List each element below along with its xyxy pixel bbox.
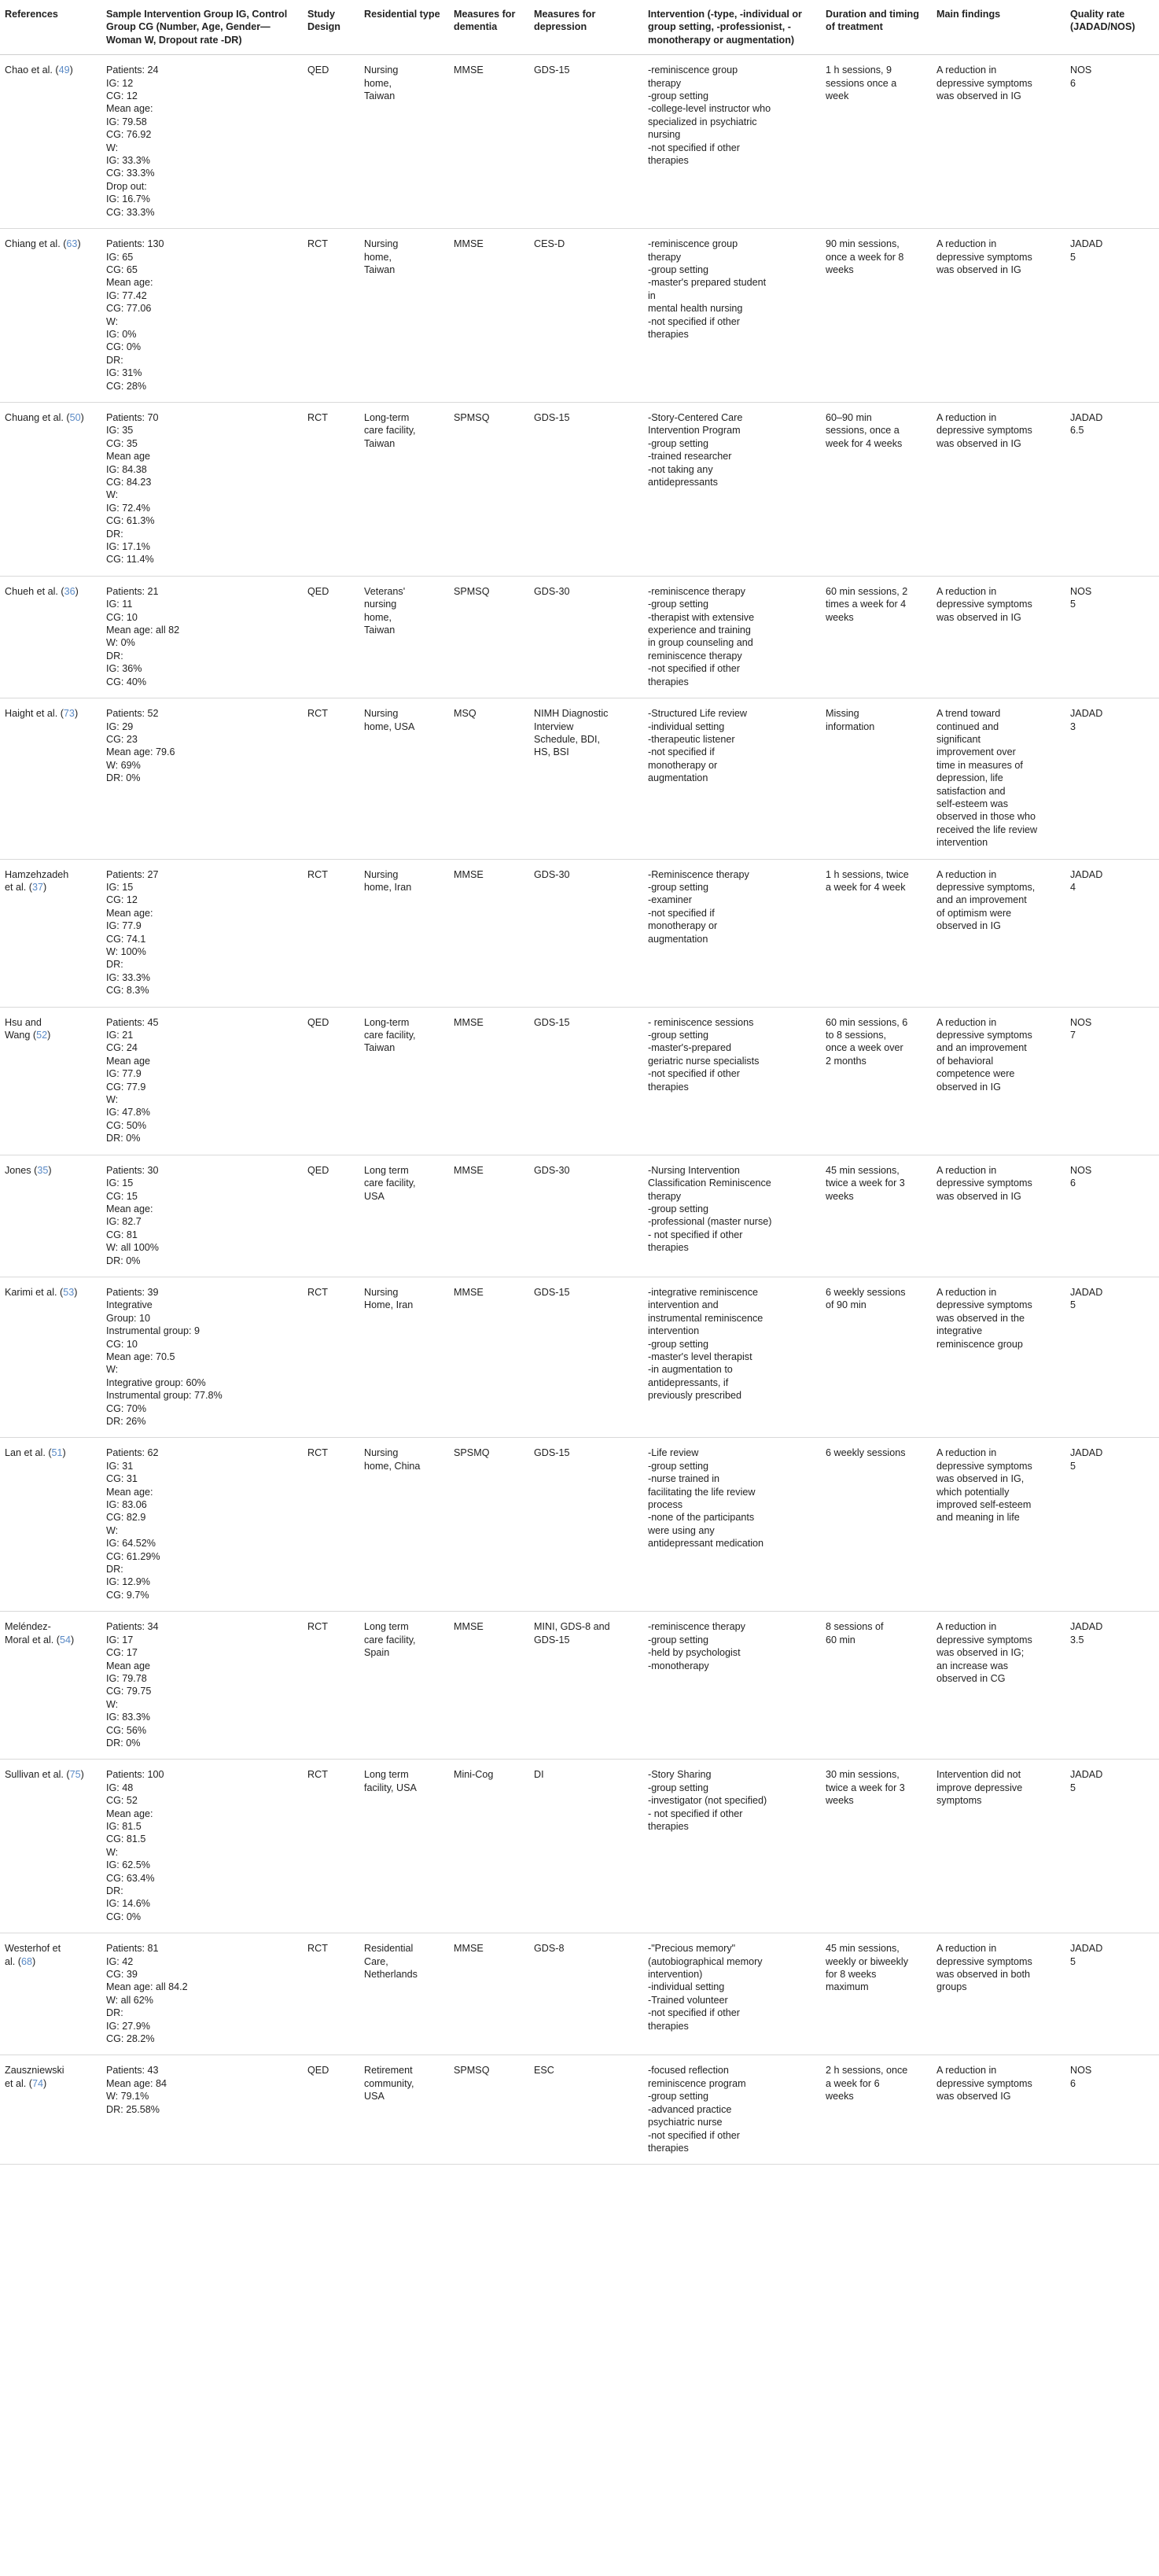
reference-text: Zauszniewski — [5, 2065, 64, 2077]
reference-cell — [0, 576, 101, 698]
depression-measure-cell: GDS-8 — [529, 1933, 643, 2055]
main-findings-cell: A reduction in depressive symptoms was observed in IG, which potentially improved self-esteem and meaning in life — [932, 1438, 1065, 1612]
reference-text: Wang (52) — [5, 1030, 51, 1041]
main-findings-cell: A reduction in depressive symptoms was observed in both groups — [932, 1933, 1065, 2055]
residential-type-cell: Long term care facility, Spain — [359, 1612, 449, 1760]
main-findings-cell: A reduction in depressive symptoms was observed IG — [932, 2055, 1065, 2165]
main-findings-cell: A reduction in depressive symptoms was observed in IG — [932, 1155, 1065, 1277]
quality-rate-cell: NOS 6 — [1065, 2055, 1159, 2165]
citation-link[interactable]: 35 — [37, 1164, 49, 1176]
intervention-cell: -reminiscence group therapy -group setting -college-level instructor who specialized in psychiatric nursing -not specified if other therapies — [643, 55, 821, 229]
residential-type-cell: Veterans' nursing home, Taiwan — [359, 576, 449, 698]
quality-rate-cell: JADAD 6.5 — [1065, 402, 1159, 576]
dementia-measure-cell: Mini-Cog — [449, 1760, 529, 1933]
depression-measure-cell: GDS-15 — [529, 1007, 643, 1155]
reference-text: Chiang et al. (63) — [5, 238, 81, 250]
intervention-cell: -reminiscence therapy -group setting -held by psychologist -monotherapy — [643, 1612, 821, 1760]
table-row — [0, 1155, 1159, 1277]
reference-text: Westerhof et — [5, 1943, 61, 1955]
quality-rate-cell: JADAD 5 — [1065, 1277, 1159, 1437]
residential-type-cell: Long-term care facility, Taiwan — [359, 402, 449, 576]
table-row — [0, 576, 1159, 698]
quality-rate-cell: NOS 7 — [1065, 1007, 1159, 1155]
table-row — [0, 1760, 1159, 1933]
reference-cell — [0, 1277, 101, 1437]
reference-text: Hsu and — [5, 1016, 42, 1028]
quality-rate-cell: JADAD 5 — [1065, 1760, 1159, 1933]
depression-measure-cell: GDS-15 — [529, 1277, 643, 1437]
col-measures-depression-header: Measures for depression — [529, 0, 643, 55]
reference-cell — [0, 1760, 101, 1933]
reference-text: Chao et al. (49) — [5, 64, 73, 76]
table-row — [0, 1007, 1159, 1155]
intervention-cell: -integrative reminiscence intervention and instrumental reminiscence intervention -group setting -master's level therapist -in augmentation to antidepressants, if previously prescribed — [643, 1277, 821, 1437]
intervention-cell: -Structured Life review -individual setting -therapeutic listener -not specified if monotherapy or augmentation — [643, 698, 821, 859]
study-design-cell: RCT — [303, 1277, 359, 1437]
study-design-cell: RCT — [303, 698, 359, 859]
sample-cell: Patients: 27 IG: 15 CG: 12 Mean age: IG: 77.9 CG: 74.1 W: 100% DR: IG: 33.3% CG: 8.3% — [101, 859, 303, 1007]
duration-cell: 8 sessions of 60 min — [821, 1612, 932, 1760]
reference-cell — [0, 1612, 101, 1760]
col-intervention-header: Intervention (-type, -individual or group setting, -professionist, -monotherapy or augmentation) — [643, 0, 821, 55]
depression-measure-cell: GDS-30 — [529, 576, 643, 698]
study-design-cell: QED — [303, 1007, 359, 1155]
duration-cell: 90 min sessions, once a week for 8 weeks — [821, 229, 932, 403]
sample-cell: Patients: 130 IG: 65 CG: 65 Mean age: IG: 77.42 CG: 77.06 W: IG: 0% CG: 0% DR: IG: 31% CG: 28% — [101, 229, 303, 403]
citation-link[interactable]: 73 — [63, 708, 75, 720]
sample-cell: Patients: 45 IG: 21 CG: 24 Mean age IG: 77.9 CG: 77.9 W: IG: 47.8% CG: 50% DR: 0% — [101, 1007, 303, 1155]
table-row — [0, 55, 1159, 229]
citation-link[interactable]: 68 — [21, 1955, 33, 1967]
study-design-cell: QED — [303, 576, 359, 698]
dementia-measure-cell: MMSE — [449, 1277, 529, 1437]
quality-rate-cell: JADAD 4 — [1065, 859, 1159, 1007]
citation-link[interactable]: 74 — [32, 2077, 44, 2089]
table-row — [0, 1933, 1159, 2055]
residential-type-cell: Long term care facility, USA — [359, 1155, 449, 1277]
main-findings-cell: Intervention did not improve depressive symptoms — [932, 1760, 1065, 1933]
reference-text: Karimi et al. (53) — [5, 1286, 78, 1298]
reference-text: et al. (37) — [5, 881, 47, 893]
sample-cell: Patients: 34 IG: 17 CG: 17 Mean age IG: 79.78 CG: 79.75 W: IG: 83.3% CG: 56% DR: 0% — [101, 1612, 303, 1760]
main-findings-cell: A reduction in depressive symptoms, and an improvement of optimism were observed in IG — [932, 859, 1065, 1007]
table-row — [0, 1612, 1159, 1760]
reference-text: Moral et al. (54) — [5, 1634, 75, 1645]
col-measures-dementia-header: Measures for dementia — [449, 0, 529, 55]
reference-cell — [0, 698, 101, 859]
reference-text: et al. (74) — [5, 2077, 47, 2089]
depression-measure-cell: MINI, GDS-8 and GDS-15 — [529, 1612, 643, 1760]
study-design-cell: RCT — [303, 229, 359, 403]
sample-cell: Patients: 39 Integrative Group: 10 Instrumental group: 9 CG: 10 Mean age: 70.5 W: Integrative group: 60% Instrumental group: 77.8% CG: 70% DR: 26% — [101, 1277, 303, 1437]
table-row — [0, 1438, 1159, 1612]
depression-measure-cell: GDS-30 — [529, 1155, 643, 1277]
duration-cell: 60 min sessions, 6 to 8 sessions, once a week over 2 months — [821, 1007, 932, 1155]
table-header — [0, 0, 1159, 55]
reference-text: Haight et al. (73) — [5, 708, 79, 720]
quality-rate-cell: NOS 6 — [1065, 1155, 1159, 1277]
duration-cell: 30 min sessions, twice a week for 3 weeks — [821, 1760, 932, 1933]
depression-measure-cell: GDS-15 — [529, 1438, 643, 1612]
table-row — [0, 2055, 1159, 2165]
quality-rate-cell: JADAD 5 — [1065, 1933, 1159, 2055]
sample-cell: Patients: 43 Mean age: 84 W: 79.1% DR: 25.58% — [101, 2055, 303, 2165]
dementia-measure-cell: MMSE — [449, 1007, 529, 1155]
duration-cell: 45 min sessions, weekly or biweekly for 8 weeks maximum — [821, 1933, 932, 2055]
intervention-cell: -Nursing Intervention Classification Reminiscence therapy -group setting -professional (master nurse) - not specified if other therapies — [643, 1155, 821, 1277]
residential-type-cell: Nursing home, Iran — [359, 859, 449, 1007]
dementia-measure-cell: MMSE — [449, 1612, 529, 1760]
depression-measure-cell: GDS-15 — [529, 55, 643, 229]
sample-cell: Patients: 52 IG: 29 CG: 23 Mean age: 79.6 W: 69% DR: 0% — [101, 698, 303, 859]
dementia-measure-cell: SPSMQ — [449, 1438, 529, 1612]
sample-cell: Patients: 21 IG: 11 CG: 10 Mean age: all 82 W: 0% DR: IG: 36% CG: 40% — [101, 576, 303, 698]
dementia-measure-cell: SPMSQ — [449, 402, 529, 576]
residential-type-cell: Nursing home, Taiwan — [359, 229, 449, 403]
col-duration-header: Duration and timing of treatment — [821, 0, 932, 55]
main-findings-cell: A reduction in depressive symptoms was observed in IG — [932, 55, 1065, 229]
dementia-measure-cell: MMSE — [449, 55, 529, 229]
reference-cell — [0, 1155, 101, 1277]
citation-link[interactable]: 63 — [66, 238, 78, 250]
table-row — [0, 859, 1159, 1007]
study-design-cell: RCT — [303, 1933, 359, 2055]
citation-link[interactable]: 51 — [51, 1447, 63, 1459]
reference-cell — [0, 1438, 101, 1612]
sample-cell: Patients: 62 IG: 31 CG: 31 Mean age: IG: 83.06 CG: 82.9 W: IG: 64.52% CG: 61.29% DR: IG: 12.9% CG: 9.7% — [101, 1438, 303, 1612]
col-study-design-header: Study Design — [303, 0, 359, 55]
dementia-measure-cell: SPMSQ — [449, 576, 529, 698]
reference-cell — [0, 1933, 101, 2055]
duration-cell: 2 h sessions, once a week for 6 weeks — [821, 2055, 932, 2165]
header-row — [0, 0, 1159, 55]
citation-link[interactable]: 53 — [63, 1286, 75, 1298]
duration-cell: Missing information — [821, 698, 932, 859]
intervention-cell: -"Precious memory" (autobiographical memory intervention) -individual setting -Trained volunteer -not specified if other therapies — [643, 1933, 821, 2055]
citation-link[interactable]: 49 — [58, 64, 70, 76]
main-findings-cell: A reduction in depressive symptoms was observed in the integrative reminiscence group — [932, 1277, 1065, 1437]
residential-type-cell: Retirement community, USA — [359, 2055, 449, 2165]
quality-rate-cell: JADAD 5 — [1065, 1438, 1159, 1612]
citation-link[interactable]: 37 — [32, 881, 44, 893]
duration-cell: 1 h sessions, 9 sessions once a week — [821, 55, 932, 229]
intervention-cell: -focused reflection reminiscence program -group setting -advanced practice psychiatric nurse -not specified if other therapies — [643, 2055, 821, 2165]
citation-link[interactable]: 50 — [69, 411, 81, 423]
main-findings-cell: A reduction in depressive symptoms was observed in IG — [932, 402, 1065, 576]
depression-measure-cell: NIMH Diagnostic Interview Schedule, BDI, HS, BSI — [529, 698, 643, 859]
residential-type-cell: Nursing home, USA — [359, 698, 449, 859]
intervention-cell: -reminiscence group therapy -group setting -master's prepared student in mental health nursing -not specified if other therapies — [643, 229, 821, 403]
reference-text: Hamzehzadeh — [5, 868, 69, 880]
study-design-cell: QED — [303, 1155, 359, 1277]
main-findings-cell: A trend toward continued and significant improvement over time in measures of depression, life satisfaction and self-esteem was observed in those who received the life review intervention — [932, 698, 1065, 859]
citation-link[interactable]: 36 — [64, 585, 75, 597]
sample-cell: Patients: 81 IG: 42 CG: 39 Mean age: all 84.2 W: all 62% DR: IG: 27.9% CG: 28.2% — [101, 1933, 303, 2055]
depression-measure-cell: DI — [529, 1760, 643, 1933]
reference-cell — [0, 55, 101, 229]
main-findings-cell: A reduction in depressive symptoms was observed in IG — [932, 229, 1065, 403]
reference-cell — [0, 1007, 101, 1155]
col-quality-rate-header: Quality rate (JADAD/NOS) — [1065, 0, 1159, 55]
study-design-cell: RCT — [303, 859, 359, 1007]
depression-measure-cell: GDS-15 — [529, 402, 643, 576]
table-body — [0, 55, 1159, 2165]
citation-link[interactable]: 54 — [60, 1634, 72, 1645]
quality-rate-cell: NOS 6 — [1065, 55, 1159, 229]
intervention-cell: -Reminiscence therapy -group setting -examiner -not specified if monotherapy or augmentation — [643, 859, 821, 1007]
dementia-measure-cell: MMSE — [449, 1155, 529, 1277]
main-findings-cell: A reduction in depressive symptoms and an improvement of behavioral competence were observed in IG — [932, 1007, 1065, 1155]
intervention-cell: -reminiscence therapy -group setting -therapist with extensive experience and training in group counseling and reminiscence therapy -not specified if other therapies — [643, 576, 821, 698]
residential-type-cell: Residential Care, Netherlands — [359, 1933, 449, 2055]
intervention-cell: -Story Sharing -group setting -investigator (not specified) - not specified if other therapies — [643, 1760, 821, 1933]
intervention-cell: -Story-Centered Care Intervention Program -group setting -trained researcher -not taking any antidepressants — [643, 402, 821, 576]
study-design-cell: RCT — [303, 1612, 359, 1760]
depression-measure-cell: CES-D — [529, 229, 643, 403]
table-row — [0, 402, 1159, 576]
col-references-header: References — [0, 0, 101, 55]
study-design-cell: QED — [303, 2055, 359, 2165]
quality-rate-cell: NOS 5 — [1065, 576, 1159, 698]
col-residential-type-header: Residential type — [359, 0, 449, 55]
reference-text: Chuang et al. (50) — [5, 411, 84, 423]
residential-type-cell: Long term facility, USA — [359, 1760, 449, 1933]
duration-cell: 45 min sessions, twice a week for 3 weeks — [821, 1155, 932, 1277]
dementia-measure-cell: SPMSQ — [449, 2055, 529, 2165]
reference-text: Chueh et al. (36) — [5, 585, 79, 597]
col-main-findings-header: Main findings — [932, 0, 1065, 55]
reference-text: Sullivan et al. (75) — [5, 1769, 84, 1781]
reference-cell — [0, 2055, 101, 2165]
reference-text: al. (68) — [5, 1955, 36, 1967]
depression-measure-cell: ESC — [529, 2055, 643, 2165]
reference-text: Lan et al. (51) — [5, 1447, 66, 1459]
residential-type-cell: Long-term care facility, Taiwan — [359, 1007, 449, 1155]
dementia-measure-cell: MMSE — [449, 859, 529, 1007]
reference-cell — [0, 859, 101, 1007]
residential-type-cell: Nursing home, China — [359, 1438, 449, 1612]
residential-type-cell: Nursing Home, Iran — [359, 1277, 449, 1437]
study-design-cell: RCT — [303, 1760, 359, 1933]
table-row — [0, 229, 1159, 403]
study-design-cell: QED — [303, 55, 359, 229]
reference-text: Jones (35) — [5, 1164, 52, 1176]
residential-type-cell: Nursing home, Taiwan — [359, 55, 449, 229]
duration-cell: 1 h sessions, twice a week for 4 week — [821, 859, 932, 1007]
depression-measure-cell: GDS-30 — [529, 859, 643, 1007]
main-findings-cell: A reduction in depressive symptoms was observed in IG — [932, 576, 1065, 698]
intervention-cell: -Life review -group setting -nurse trained in facilitating the life review process -none of the participants were using any antidepressant medication — [643, 1438, 821, 1612]
intervention-cell: - reminiscence sessions -group setting -master's-prepared geriatric nurse specialists -not specified if other therapies — [643, 1007, 821, 1155]
quality-rate-cell: JADAD 3 — [1065, 698, 1159, 859]
col-sample-header: Sample Intervention Group IG, Control Group CG (Number, Age, Gender—Woman W, Dropout rate -DR) — [101, 0, 303, 55]
dementia-measure-cell: MSQ — [449, 698, 529, 859]
duration-cell: 60 min sessions, 2 times a week for 4 weeks — [821, 576, 932, 698]
citation-link[interactable]: 52 — [36, 1030, 48, 1041]
main-findings-cell: A reduction in depressive symptoms was observed in IG; an increase was observed in CG — [932, 1612, 1065, 1760]
dementia-measure-cell: MMSE — [449, 1933, 529, 2055]
duration-cell: 6 weekly sessions of 90 min — [821, 1277, 932, 1437]
reference-cell — [0, 402, 101, 576]
sample-cell: Patients: 100 IG: 48 CG: 52 Mean age: IG: 81.5 CG: 81.5 W: IG: 62.5% CG: 63.4% DR: IG: 14.6% CG: 0% — [101, 1760, 303, 1933]
table-row — [0, 1277, 1159, 1437]
sample-cell: Patients: 24 IG: 12 CG: 12 Mean age: IG: 79.58 CG: 76.92 W: IG: 33.3% CG: 33.3% Drop out: IG: 16.7% CG: 33.3% — [101, 55, 303, 229]
reference-cell — [0, 229, 101, 403]
citation-link[interactable]: 75 — [69, 1769, 81, 1781]
duration-cell: 6 weekly sessions — [821, 1438, 932, 1612]
duration-cell: 60–90 min sessions, once a week for 4 weeks — [821, 402, 932, 576]
table-row — [0, 698, 1159, 859]
quality-rate-cell: JADAD 3.5 — [1065, 1612, 1159, 1760]
reference-text: Meléndez- — [5, 1621, 51, 1633]
sample-cell: Patients: 30 IG: 15 CG: 15 Mean age: IG: 82.7 CG: 81 W: all 100% DR: 0% — [101, 1155, 303, 1277]
study-design-cell: RCT — [303, 1438, 359, 1612]
sample-cell: Patients: 70 IG: 35 CG: 35 Mean age IG: 84.38 CG: 84.23 W: IG: 72.4% CG: 61.3% DR: IG: 17.1% CG: 11.4% — [101, 402, 303, 576]
dementia-measure-cell: MMSE — [449, 229, 529, 403]
quality-rate-cell: JADAD 5 — [1065, 229, 1159, 403]
study-design-cell: RCT — [303, 402, 359, 576]
